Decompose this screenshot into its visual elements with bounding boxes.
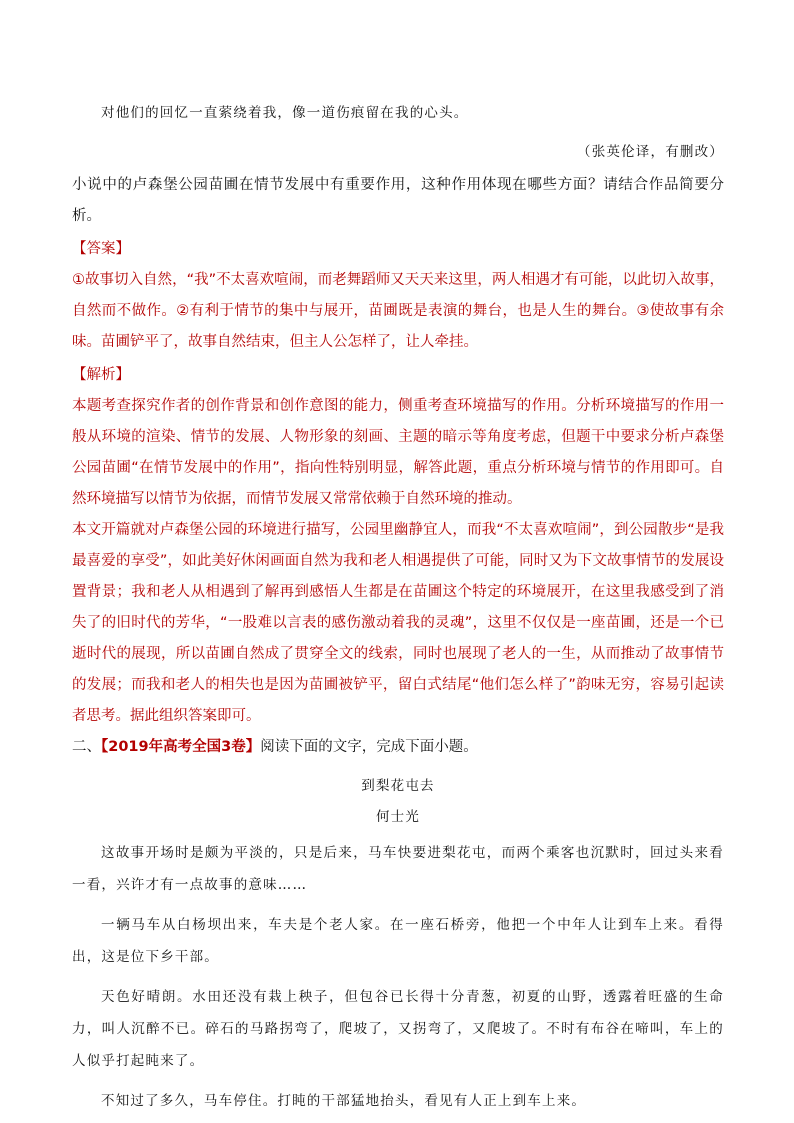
answer-label: 【答案】 (72, 241, 130, 257)
excerpt-tail: 对他们的回忆一直萦绕着我，像一道伤痕留在我的心头。 (101, 105, 469, 121)
section-instruction: 阅读下面的文字，完成下面小题。 (260, 739, 478, 755)
section-heading (72, 732, 724, 763)
answer-text: ①故事切入自然，“我”不太喜欢喧闹，而老舞蹈师又天天来这里，两人相遇才有可能，以此切入故事，自然而不做作。②有利于情节的集中与展开，苗圃既是表演的舞台，也是人生的舞台。③使故事有余味。苗圃铲平了，故事自然结束，但主人公怎样了，让人牵挂。 (72, 272, 724, 350)
analysis-paragraph-1: 本题考查探究作者的创作背景和创作意图的能力，侧重考查环境描写的作用。分析环境描写的作用一般从环境的渲染、情节的发展、人物形象的刻画、主题的暗示等角度考虑，但题干中要求分析卢森堡公园苗圃“在情节发展中的作用”，指向性特别明显，解答此题，重点分析环境与情节的作用即可。自然环境描写以情节为依据，而情节发展又常常依赖于自然环境的推动。 (72, 398, 724, 507)
story-paragraph: 这故事开场时是颇为平淡的，只是后来，马车快要进梨花屯，而两个乘客也沉默时，回过头来看一看，兴许才有一点故事的意味…… (72, 845, 724, 893)
story-paragraph: 一辆马车从白杨坝出来，车夫是个老人家。在一座石桥旁，他把一个中年人让到车上来。看得出，这是位下乡干部。 (72, 917, 724, 965)
story-paragraph: 不知过了多久，马车停住。打盹的干部猛地抬头，看见有人正上到车上来。 (101, 1093, 587, 1109)
section-tag: 【2019年高考全国3卷】 (101, 739, 261, 755)
story-author: 何士光 (375, 809, 421, 825)
story-title: 到梨花屯去 (361, 778, 435, 794)
source-note: （张英伦译，有删改） (577, 144, 724, 160)
section-prefix: 二、 (72, 739, 101, 755)
question-text: 小说中的卢森堡公园苗圃在情节发展中有重要作用，这种作用体现在哪些方面？请结合作品简要分析。 (72, 177, 724, 224)
story-body (72, 837, 724, 1117)
document-page (72, 98, 724, 1121)
analysis-paragraph-2: 本文开篇就对卢森堡公园的环境进行描写，公园里幽静宜人，而我“不太喜欢喧闹”，到公园散步“是我最喜爱的享受”，如此美好休闲画面自然为我和老人相遇提供了可能，同时又为下文故事情节的发展设置背景；我和老人从相遇到了解再到感悟人生都是在苗圃这个特定的环境展开，在这里我感受到了消失了的旧时代的芳华，“一股难以言表的感伤激动着我的灵魂”，这里不仅仅是一座苗圃，还是一个已逝时代的展现，所以苗圃自然成了贯穿全文的线索，同时也展现了老人的一生，从而推动了故事情节的发展；而我和老人的相失也是因为苗圃被铲平，留白式结尾“他们怎么样了”韵味无穷，容易引起读者思考。据此组织答案即可。 (72, 522, 724, 724)
analysis-label: 【解析】 (72, 367, 130, 383)
story-paragraph: 天色好晴朗。水田还没有栽上秧子，但包谷已长得十分青葱，初夏的山野，透露着旺盛的生命力，叫人沉醉不已。碎石的马路拐弯了，爬坡了，又拐弯了，又爬坡了。不时有布谷在啼叫，车上的人似乎打起盹来了。 (72, 989, 724, 1069)
